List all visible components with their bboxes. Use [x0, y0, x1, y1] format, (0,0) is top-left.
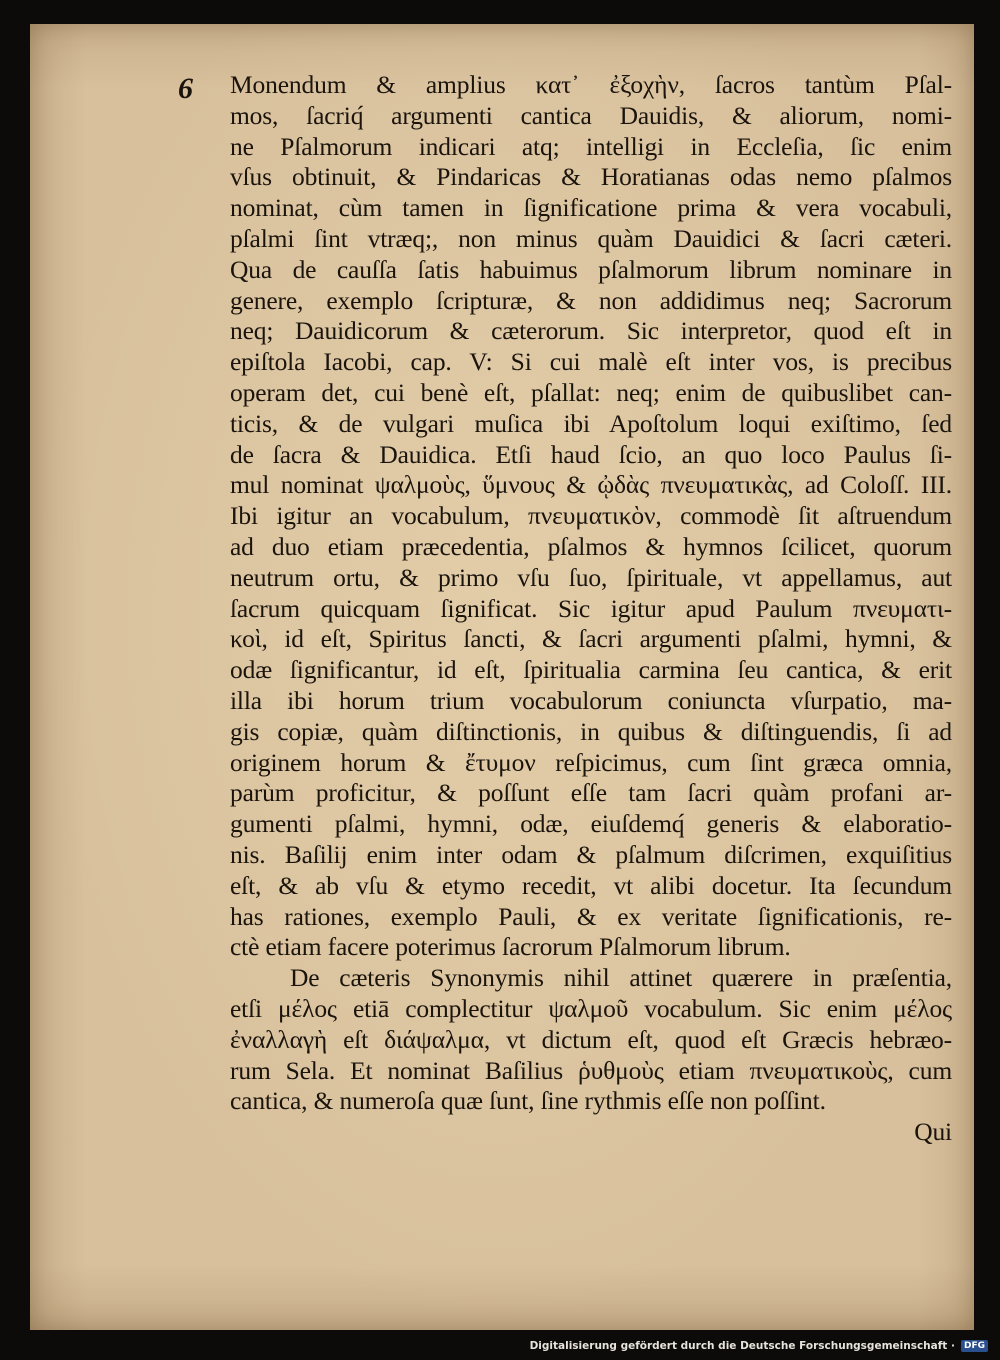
text-line: operam det, cui benè eſt, pſallat: neq; enim de quibuslibet can- [230, 377, 952, 407]
text-line: genere, exemplo ſcripturæ, & non addidimus neq; Sacrorum [230, 285, 952, 315]
text-line: κοὶ, id eſt, Spiritus ſancti, & ſacri argumenti pſalmi, hymni, & [230, 624, 952, 654]
text-line: pſalmi ſint vtræq;, non minus quàm Dauidici & ſacri cæteri. [230, 223, 952, 253]
text-block [230, 70, 952, 1148]
dfg-logo: DFG [961, 1340, 988, 1352]
text-line: vſus obtinuit, & Pindaricas & Horatianas odas nemo pſalmos [230, 162, 952, 192]
text-line: ticis, & de vulgari muſica ibi Apoſtolum loqui exiſtimo, ſed [230, 408, 952, 438]
text-line: originem horum & ἔτυμον reſpicimus, cum ſint græca omnia, [230, 747, 952, 777]
text-line: has rationes, exemplo Pauli, & ex veritate ſignificationis, re- [230, 901, 952, 931]
text-line: ad duo etiam præcedentia, pſalmos & hymnos ſcilicet, quorum [230, 531, 952, 561]
text-line: ne Pſalmorum indicari atq; intelligi in Eccleſia, ſic enim [230, 131, 952, 161]
text-line: cantica, & numeroſa quæ ſunt, ſine rythmis eſſe non poſſint. [230, 1086, 826, 1116]
text-line: parùm proficitur, & poſſunt eſſe tam ſacri quàm profani ar- [230, 778, 952, 808]
text-line: mos, ſacriq́ argumenti cantica Dauidis, & aliorum, nomi- [230, 100, 952, 130]
text-line: eſt, & ab vſu & etymo recedit, vt alibi docetur. Ita ſecundum [230, 870, 952, 900]
text-line: illa ibi horum trium vocabulorum coniuncta vſurpatio, ma- [230, 685, 952, 715]
catchword: Qui [914, 1117, 952, 1147]
text-line: Monendum & amplius κατ᾽ ἐξοχὴν, ſacros tantùm Pſal- [230, 70, 952, 99]
text-line: Qua de cauſſa ſatis habuimus pſalmorum librum nominare in [230, 254, 952, 284]
text-line: epiſtola Iacobi, cap. V: Si cui malè eſt inter vos, is precibus [230, 347, 952, 377]
text-line: ἐναλλαγὴ eſt διάψαλμα, vt dictum eſt, quod eſt Græcis hebræo- [230, 1024, 952, 1054]
text-line: neq; Dauidicorum & cæterorum. Sic interpretor, quod eſt in [230, 316, 952, 346]
text-line: etſi μέλος etiā complectitur ψαλμοῦ vocabulum. Sic enim μέλος [230, 993, 952, 1023]
text-line: mul nominat ψαλμοὺς, ὕμνους & ᾠδὰς πνευματικὰς, ad Coloſſ. III. [230, 470, 952, 500]
text-line: ſacrum quicquam ſignificat. Sic igitur apud Paulum πνευματι- [230, 593, 952, 623]
text-line: Ibi igitur an vocabulum, πνευματικὸν, commodè ſit aſtruendum [230, 501, 952, 531]
text-line: De cæteris Synonymis nihil attinet quærere in præſentia, [290, 963, 952, 993]
text-line: neutrum ortu, & primo vſu ſuo, ſpirituale, vt appellamus, aut [230, 562, 952, 592]
text-line: gis copiæ, quàm diſtinctionis, in quibus & diſtinguendis, ſi ad [230, 716, 952, 746]
digitization-footer [530, 1340, 988, 1352]
text-line: nominat, cùm tamen in ſignificatione prima & vera vocabuli, [230, 193, 952, 223]
text-line: rum Sela. Et nominat Baſilius ῥυθμοὺς etiam πνευματικοὺς, cum [230, 1055, 952, 1085]
page-number: 6 [178, 72, 193, 105]
text-line: gumenti pſalmi, hymni, odæ, eiuſdemq́ generis & elaboratio- [230, 809, 952, 839]
text-line: ctè etiam facere poterimus ſacrorum Pſalmorum librum. [230, 932, 791, 962]
footer-credit: Digitalisierung gefördert durch die Deutsche Forschungsgemeinschaft · [529, 1340, 955, 1352]
text-line: nis. Baſilij enim inter odam & pſalmum diſcrimen, exquiſitius [230, 839, 952, 869]
text-line: de ſacra & Dauidica. Etſi haud ſcio, an quo loco Paulus ſi- [230, 439, 952, 469]
text-line: odæ ſignificantur, id eſt, ſpiritualia carmina ſeu cantica, & erit [230, 655, 952, 685]
